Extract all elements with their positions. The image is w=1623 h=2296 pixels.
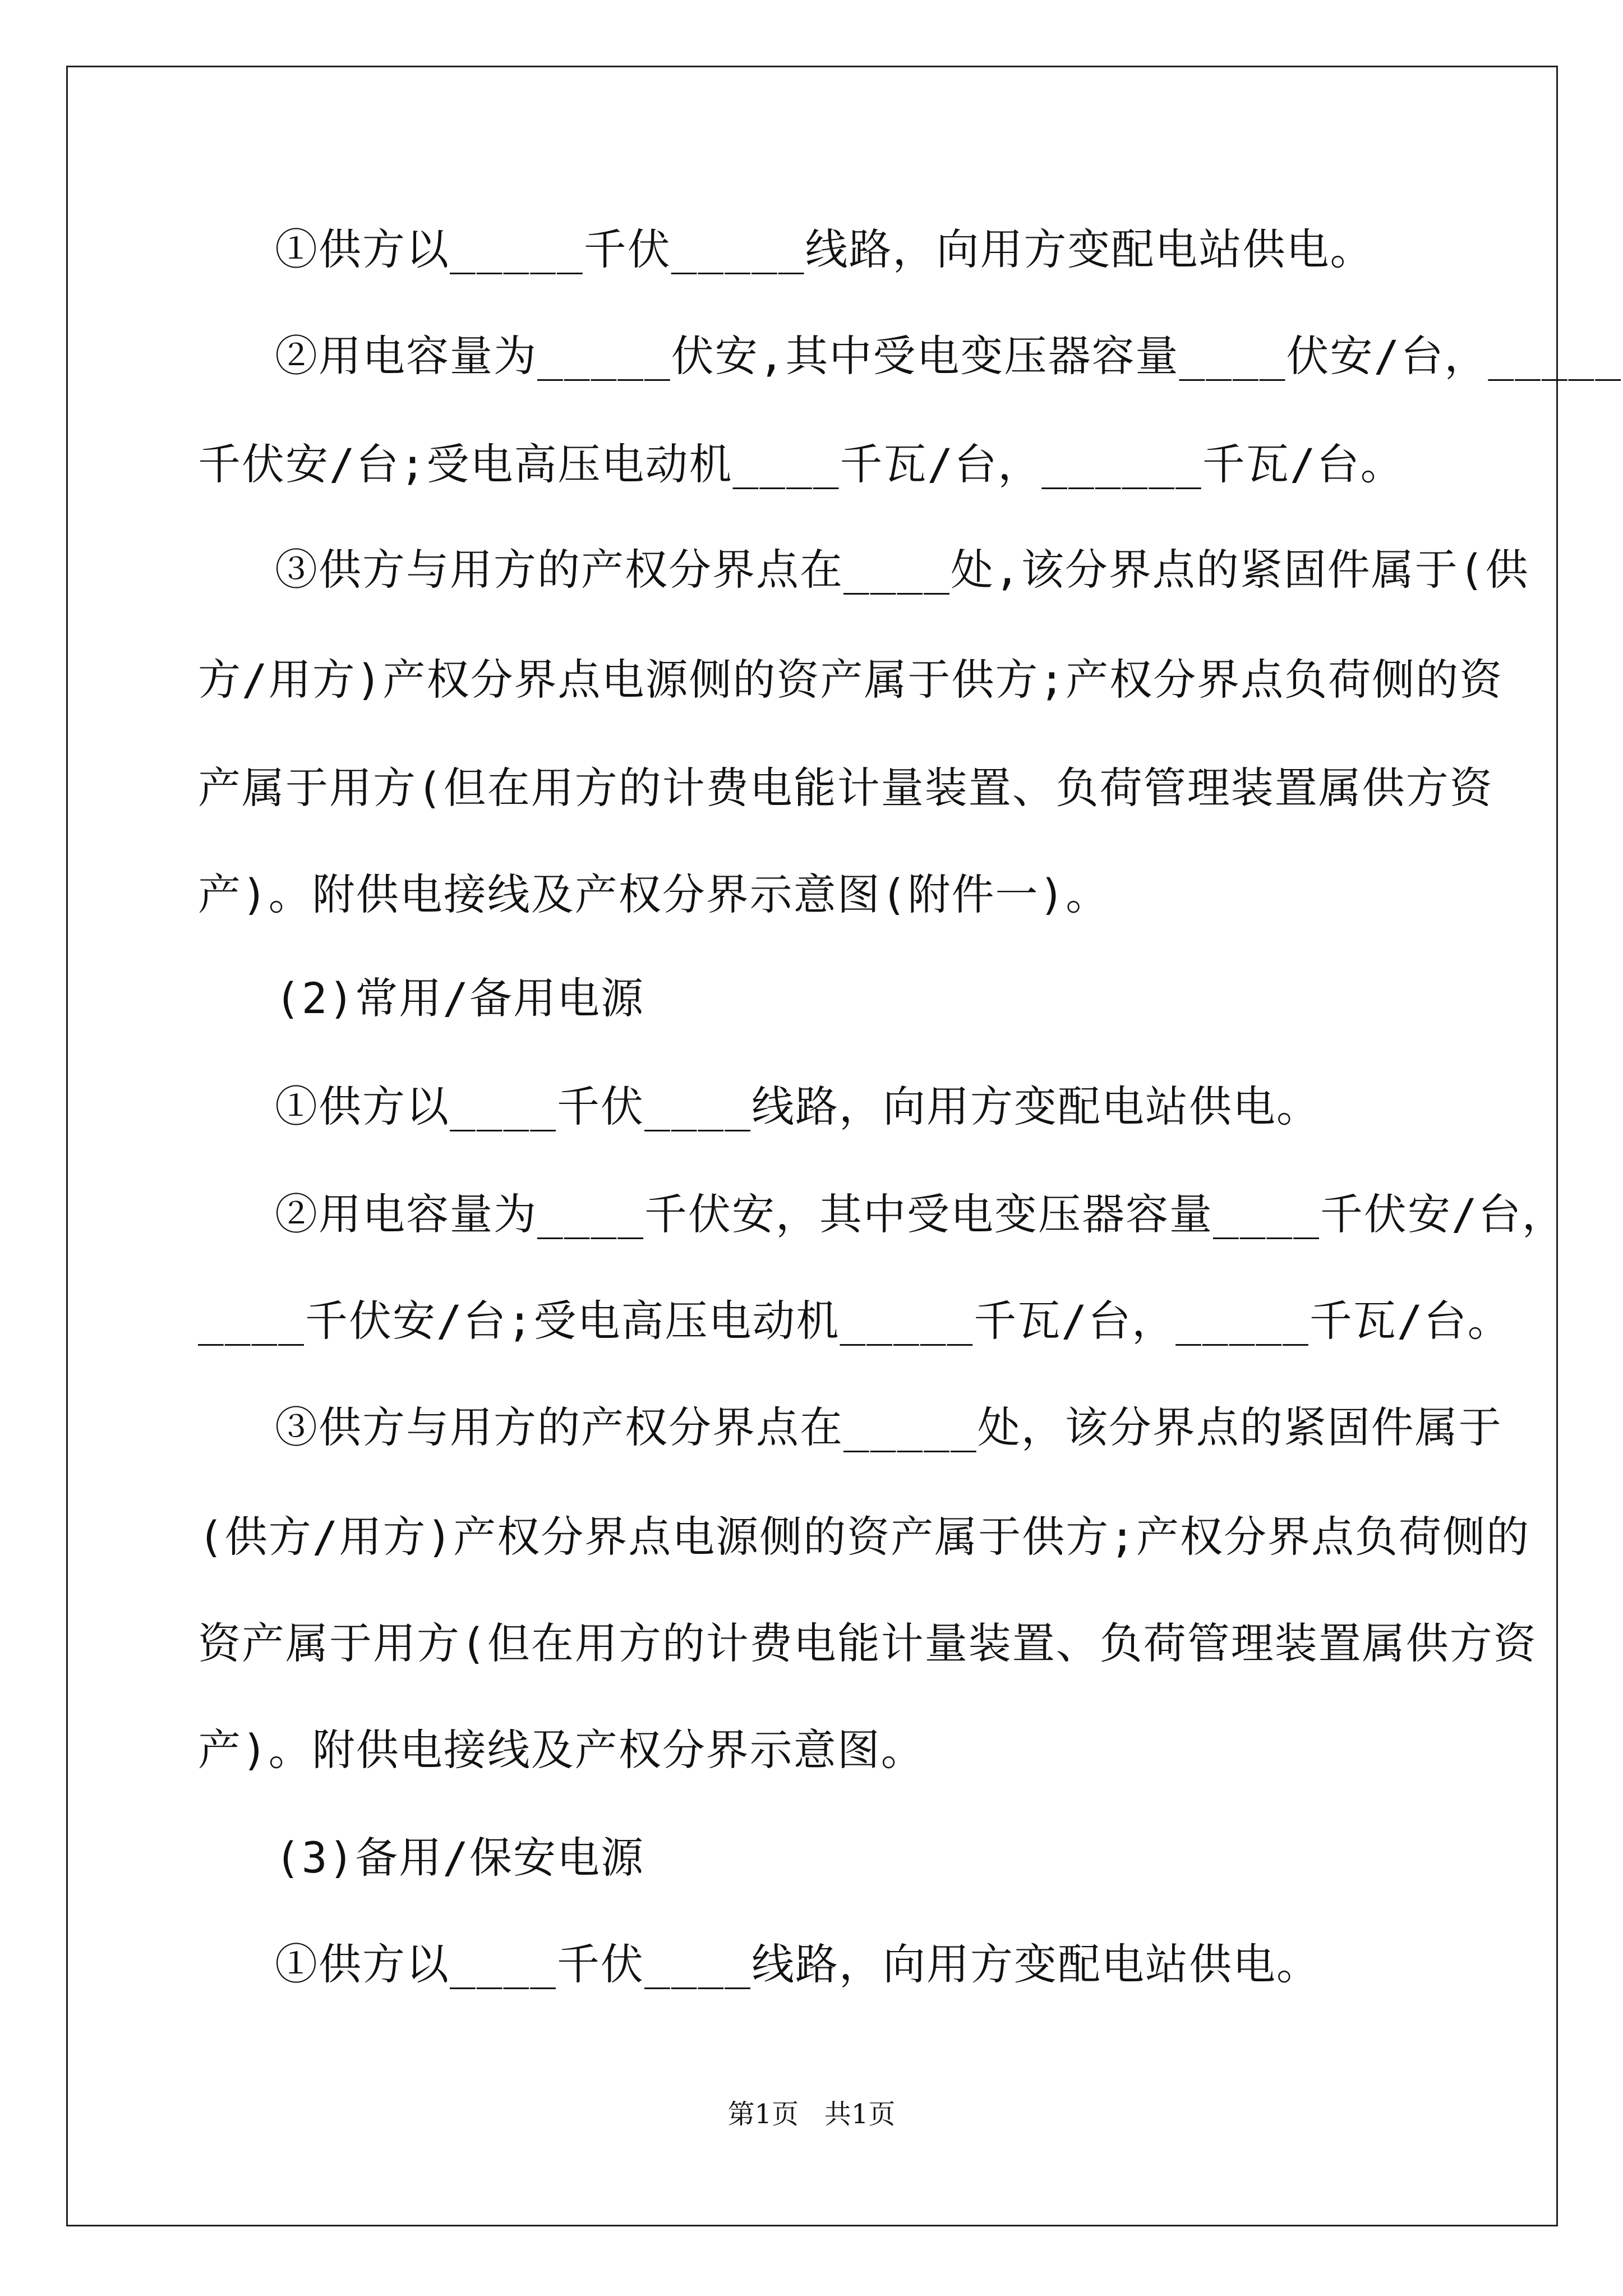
section-heading: (3)备用/保安电源 — [275, 1833, 645, 1883]
paragraph-line: ____千伏安/台;受电高压电动机_____千瓦/台，_____千瓦/台。 — [198, 1296, 1511, 1346]
paragraph-line: 产)。附供电接线及产权分界示意图(附件一)。 — [198, 869, 1110, 919]
paragraph-line: 千伏安/台;受电高压电动机____千瓦/台，______千瓦/台。 — [198, 439, 1404, 489]
paragraph-line: 产)。附供电接线及产权分界示意图。 — [198, 1725, 925, 1775]
paragraph-line: ②用电容量为____千伏安，其中受电变压器容量____千伏安/台， — [275, 1189, 1566, 1239]
paragraph-line: 方/用方)产权分界点电源侧的资产属于供方;产权分界点负荷侧的资 — [198, 655, 1504, 705]
section-heading: (2)常用/备用电源 — [275, 973, 645, 1023]
paragraph-line: ①供方以_____千伏_____线路，向用方变配电站供电。 — [275, 224, 1374, 274]
paragraph-line: ③供方与用方的产权分界点在____处,该分界点的紧固件属于(供 — [275, 545, 1529, 595]
paragraph-line: ①供方以____千伏____线路，向用方变配电站供电。 — [275, 1082, 1321, 1131]
paragraph-line: ②用电容量为_____伏安,其中受电变压器容量____伏安/台，_____ — [275, 331, 1622, 381]
paragraph-line: (供方/用方)产权分界点电源侧的资产属于供方;产权分界点负荷侧的 — [198, 1512, 1530, 1562]
paragraph-line: ③供方与用方的产权分界点在_____处，该分界点的紧固件属于 — [275, 1402, 1502, 1452]
paragraph-line: ①供方以____千伏____线路，向用方变配电站供电。 — [275, 1939, 1321, 1989]
page-number-footer: 第1页 共1页 — [727, 2099, 896, 2130]
paragraph-line: 产属于用方(但在用方的计费电能计量装置、负荷管理装置属供方资 — [198, 763, 1493, 813]
page-border — [66, 66, 1558, 2226]
paragraph-line: 资产属于用方(但在用方的计费电能计量装置、负荷管理装置属供方资 — [198, 1618, 1537, 1668]
